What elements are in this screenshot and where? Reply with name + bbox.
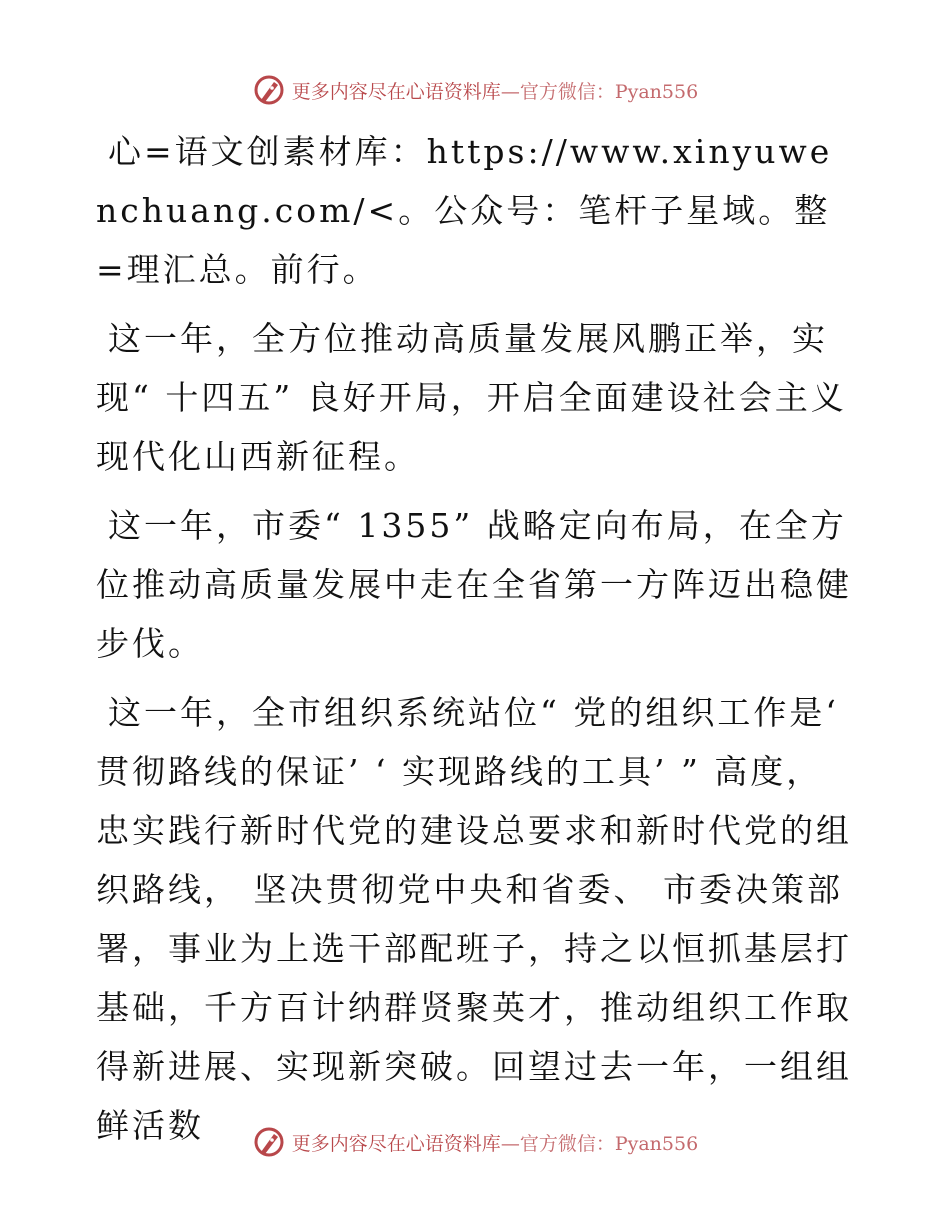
paragraph-year-review-3: 这一年，全市组织系统站位“ 党的组织工作是‘ 贯彻路线的保证’ ‘ 实现路线的工具’ ” 高度，忠实践行新时代党的建设总要求和新时代党的组织路线， 坚决贯彻党中央和省委、 市委决策部署，事业为上选干部配班子，持之以恒抓基层打基础，千方百计纳群贤聚英才，推动组织工作取得新进展、实现新突破。回望过去一年，一组组鲜活数 — [96, 693, 852, 1145]
banner-text-separator: —官方微信： — [500, 80, 615, 103]
banner-text — [292, 1129, 698, 1156]
banner-text-id: Pyan556 — [614, 80, 699, 103]
banner-text — [292, 77, 698, 104]
document-body — [96, 122, 856, 1165]
header-watermark-banner — [0, 70, 950, 110]
pen-nib-logo-icon — [252, 73, 286, 107]
paragraph-year-review-1: 这一年，全方位推动高质量发展风鹏正举，实现“ 十四五” 良好开局，开启全面建设社会主义现代化山西新征程。 — [96, 319, 847, 476]
pen-nib-logo-icon — [252, 1125, 286, 1159]
banner-text-id: Pyan556 — [614, 1132, 699, 1155]
banner-text-main: 更多内容尽在心语资料库 — [291, 80, 501, 103]
footer-watermark-banner — [0, 1122, 950, 1162]
banner-text-main: 更多内容尽在心语资料库 — [291, 1132, 501, 1155]
paragraph-source: 心=语文创素材库：https://www.xinyuwenchuang.com/<。公众号：笔杆子星域。整=理汇总。前行。 — [96, 132, 833, 289]
banner-text-separator: —官方微信： — [500, 1132, 615, 1155]
paragraph-year-review-2: 这一年，市委“ 1355” 战略定向布局，在全方位推动高质量发展中走在全省第一方阵迈出稳健步伐。 — [96, 506, 852, 663]
